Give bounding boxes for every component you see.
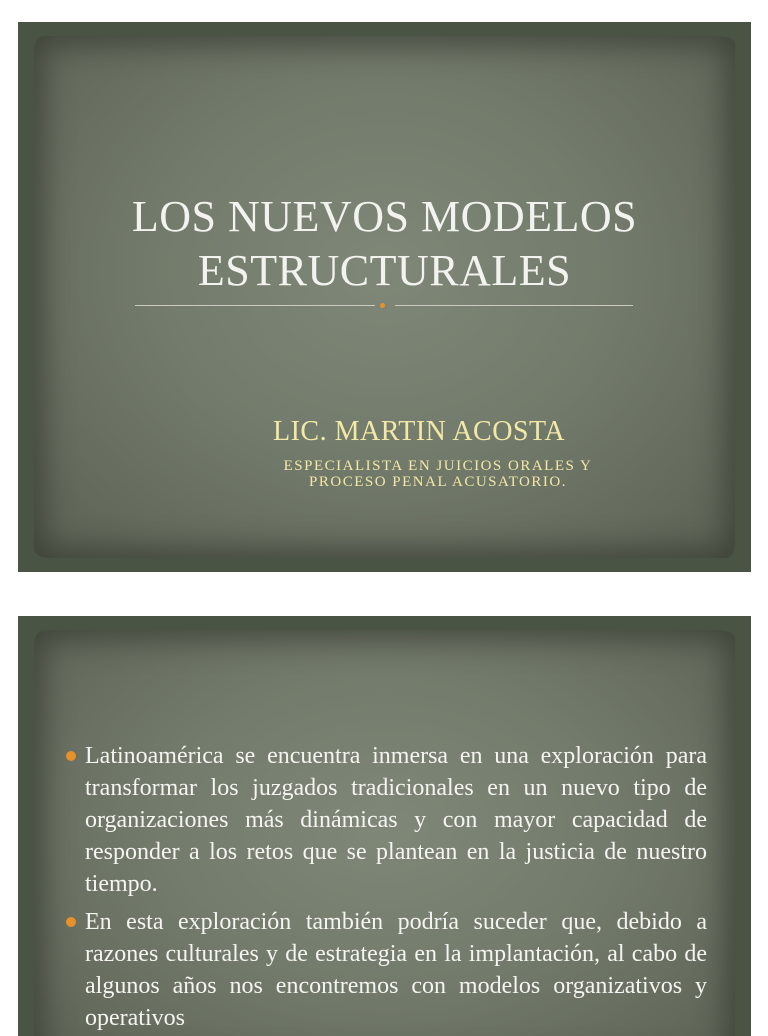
title-slide bbox=[18, 22, 751, 572]
author-name: LIC. MARTIN ACOSTA bbox=[273, 416, 566, 447]
title-divider-left bbox=[135, 305, 375, 306]
bullet-list bbox=[66, 740, 707, 1036]
bullet-dot-icon bbox=[66, 751, 76, 761]
title-divider-right bbox=[395, 305, 633, 306]
bullet-text: Latinoamérica se encuentra inmersa en una exploración para transformar los juzgados tradicionales en un nuevo tipo de organizaciones más dinámicas y con mayor capacidad de responder a los retos que se plantean en la justicia de nuestro tiempo. bbox=[85, 743, 707, 897]
title-line-1: LOS NUEVOS MODELOS bbox=[131, 192, 638, 241]
slide-title bbox=[18, 190, 751, 298]
subtitle-line-1: ESPECIALISTA EN JUICIOS ORALES Y bbox=[283, 458, 593, 474]
bullet-item bbox=[66, 906, 707, 1034]
bullet-text: En esta exploración también podría suceder que, debido a razones culturales y de estrategia en la implantación, al cabo de algunos años nos encontremos con modelos organizativos y operativos bbox=[85, 909, 707, 1031]
content-slide bbox=[18, 616, 751, 1036]
bullet-item bbox=[66, 740, 707, 900]
bullet-dot-icon bbox=[66, 917, 76, 927]
title-line-2: ESTRUCTURALES bbox=[197, 246, 572, 295]
subtitle-line-2: PROCESO PENAL ACUSATORIO. bbox=[309, 474, 567, 490]
divider-dot-icon bbox=[380, 303, 385, 308]
author-subtitle bbox=[238, 458, 638, 490]
